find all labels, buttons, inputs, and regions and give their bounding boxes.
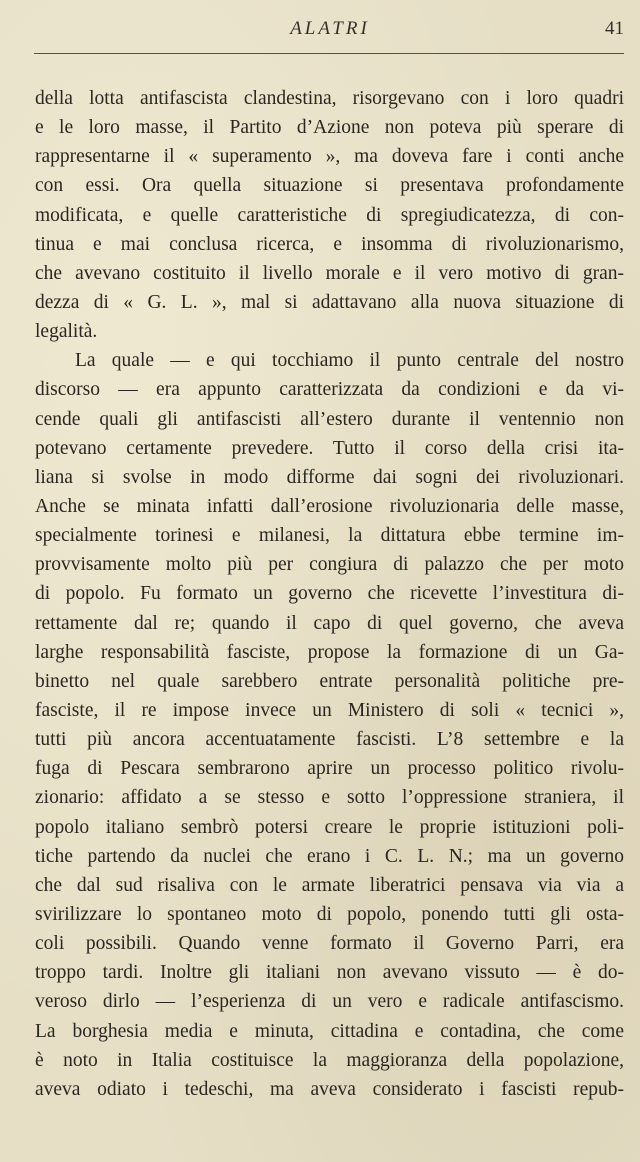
text-line: discorso — era appunto caratterizzata da condizioni e da vi-: [35, 379, 624, 401]
text-line: specialmente torinesi e milanesi, la dittatura ebbe termine im-: [35, 525, 624, 547]
text-line: binetto nel quale sarebbero entrate personalità politiche pre-: [35, 670, 624, 692]
text-line: liana si svolse in modo difforme dai sogni dei rivoluzionari.: [35, 466, 624, 488]
text-line: tutti più ancora accentuatamente fascisti. L’8 settembre e la: [35, 729, 624, 751]
text-line: che avevano costituito il livello morale e il vero motivo di gran-: [35, 262, 624, 284]
text-line: è noto in Italia costituisce la maggioranza della popolazione,: [35, 1049, 624, 1071]
text-line: tinua e mai conclusa ricerca, e insomma di rivoluzionarismo,: [35, 233, 624, 255]
text-line: svirilizzare lo spontaneo moto di popolo, ponendo tutti gli osta-: [35, 903, 624, 925]
text-line: troppo tardi. Inoltre gli italiani non avevano vissuto — è do-: [35, 962, 624, 984]
text-line: che dal sud risaliva con le armate liberatrici pensava via via a: [35, 874, 624, 896]
text-line: della lotta antifascista clandestina, risorgevano con i loro quadri: [35, 88, 624, 109]
running-head-title: ALATRI: [290, 18, 370, 39]
text-line: rettamente dal re; quando il capo di quel governo, che aveva: [35, 612, 624, 634]
body-text: [35, 84, 624, 1104]
text-line: coli possibili. Quando venne formato il Governo Parri, era: [35, 933, 624, 955]
text-line: La borghesia media e minuta, cittadina e contadina, che come: [35, 1020, 624, 1042]
text-line: aveva odiato i tedeschi, ma aveva considerato i fascisti repub-: [35, 1078, 624, 1100]
text-line: popolo italiano sembrò potersi creare le proprie istituzioni poli-: [35, 816, 624, 838]
text-line: fuga di Pescara sembrarono aprire un processo politico rivolu-: [35, 758, 624, 780]
text-line: La quale — e qui tocchiamo il punto centrale del nostro: [75, 350, 624, 372]
text-line: legalità.: [35, 321, 98, 343]
text-line: modificata, e quelle caratteristiche di spregiudicatezza, di con-: [35, 204, 624, 226]
text-line: di popolo. Fu formato un governo che ricevette l’investitura di-: [35, 583, 624, 605]
text-line: dezza di « G. L. », mal si adattavano alla nuova situazione di: [35, 291, 624, 313]
text-line: zionario: affidato a se stesso e sotto l’oppressione straniera, il: [35, 787, 624, 809]
text-line: tiche partendo da nuclei che erano i C. L. N.; ma un governo: [35, 845, 624, 867]
text-line: fasciste, il re impose invece un Ministero di soli « tecnici »,: [35, 699, 624, 721]
header-rule: [34, 53, 624, 54]
text-line: potevano certamente prevedere. Tutto il corso della crisi ita-: [35, 437, 624, 459]
text-line: con essi. Ora quella situazione si presentava profondamente: [35, 175, 624, 197]
text-line: larghe responsabilità fasciste, propose la formazione di un Ga-: [35, 641, 624, 663]
text-line: rappresentarne il « superamento », ma doveva fare i conti anche: [35, 146, 624, 168]
page-number: 41: [605, 18, 624, 39]
text-line: Anche se minata infatti dall’erosione rivoluzionaria delle masse,: [35, 495, 624, 517]
running-head: [36, 18, 624, 48]
text-line: cende quali gli antifascisti all’estero durante il ventennio non: [35, 408, 624, 430]
text-line: e le loro masse, il Partito d’Azione non poteva più sperare di: [35, 117, 624, 139]
text-line: veroso dirlo — l’esperienza di un vero e radicale antifascismo.: [35, 991, 624, 1013]
text-line: provvisamente molto più per congiura di palazzo che per moto: [35, 554, 624, 576]
